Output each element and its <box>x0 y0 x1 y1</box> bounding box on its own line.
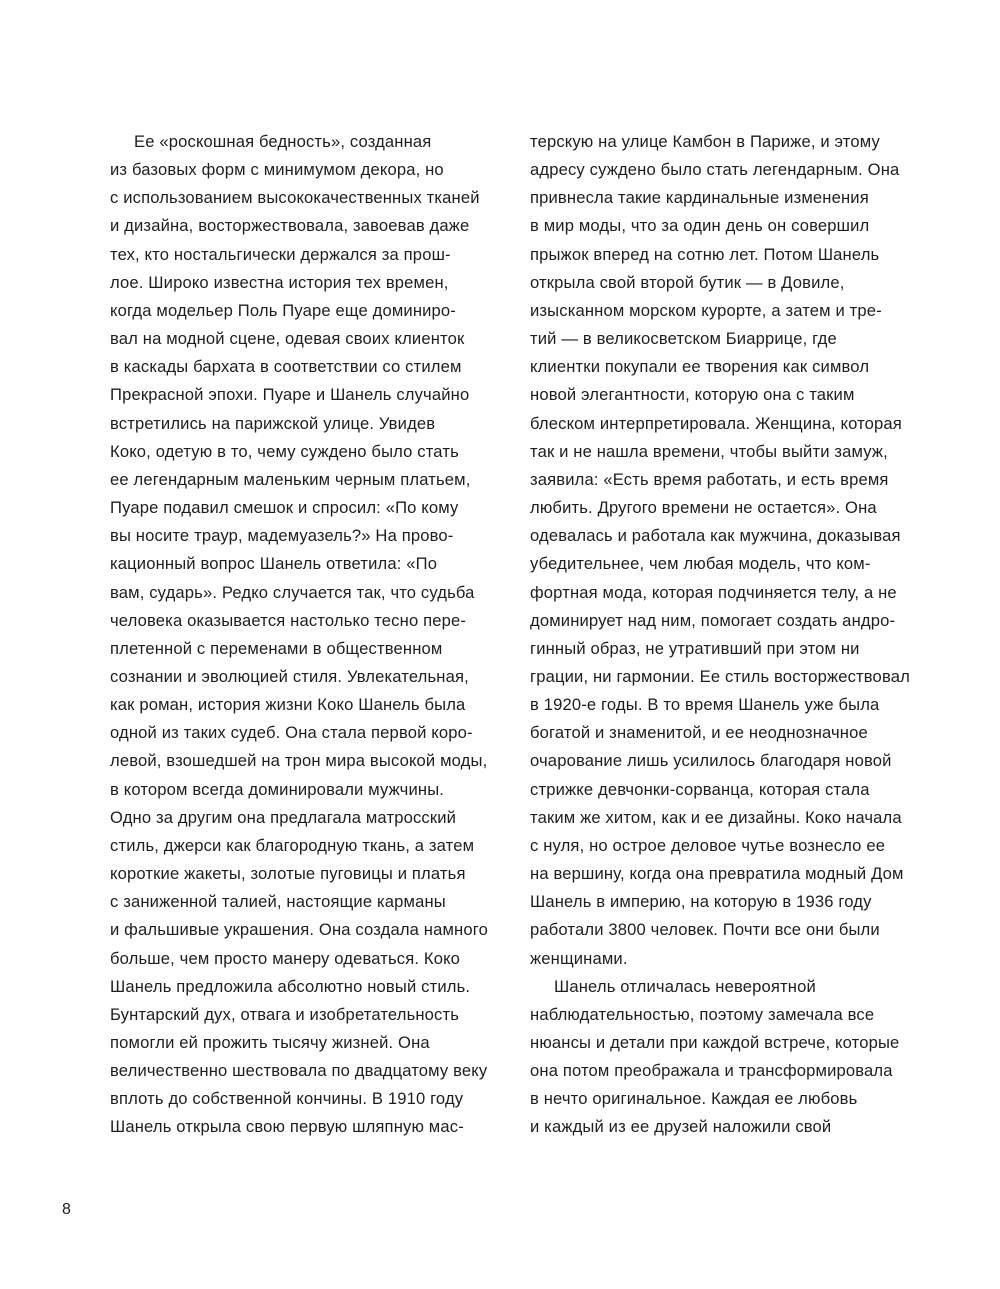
text-line: прыжок вперед на сотню лет. Потом Шанель <box>530 244 880 264</box>
text-line: терскую на улице Камбон в Париже, и этому <box>530 132 880 151</box>
text-line: она потом преображала и трансформировала <box>530 1061 893 1081</box>
text-line: одевалась и работала как мужчина, доказывая <box>530 526 901 546</box>
text-line: стрижке девчонки-сорванца, которая стала <box>530 779 870 799</box>
text-line: вам, сударь». Редко случается так, что судьба <box>110 582 475 602</box>
text-line: и фальшивые украшения. Она создала намного <box>110 920 488 940</box>
text-line: Ее «роскошная бедность», созданная <box>134 132 432 151</box>
text-line: Шанель в империю, на которую в 1936 году <box>530 892 872 912</box>
text-line: Шанель предложила абсолютно новый стиль. <box>110 976 471 996</box>
text-line: с использованием высококачественных тканей <box>110 188 480 208</box>
text-line: заявила: «Есть время работать, и есть время <box>530 469 889 489</box>
text-line: тий — в великосветском Биаррице, где <box>530 329 837 349</box>
text-line: Коко, одетую в то, чему суждено было стать <box>110 441 459 461</box>
text-line: с заниженной талией, настоящие карманы <box>110 892 446 912</box>
text-line: любить. Другого времени не остается». Она <box>530 498 877 518</box>
text-line: привнесла такие кардинальные изменения <box>530 188 869 208</box>
text-line: открыла свой второй бутик — в Довиле, <box>530 272 845 292</box>
text-line: и дизайна, восторжествовала, завоевав даже <box>110 216 470 236</box>
text-line: фортная мода, которая подчиняется телу, а не <box>530 582 897 602</box>
text-line: клиентки покупали ее творения как символ <box>530 357 870 377</box>
text-line: богатой и знаменитой, и ее неоднозначное <box>530 723 868 743</box>
text-line: очарование лишь усилилось благодаря новой <box>530 751 892 771</box>
text-line: гинный образ, не утративший при этом ни <box>530 638 860 658</box>
text-line: нюансы и детали при каждой встрече, которые <box>530 1033 900 1052</box>
text-line: плетенной с переменами в общественном <box>110 638 443 658</box>
text-line: Шанель открыла свою первую шляпную мас- <box>110 1117 464 1137</box>
text-line: в нечто оригинальное. Каждая ее любовь <box>530 1089 858 1109</box>
text-line: с нуля, но острое деловое чутье вознесло ее <box>530 835 886 855</box>
text-line: помогли ей прожить тысячу жизней. Она <box>110 1033 430 1052</box>
text-line: и каждый из ее друзей наложили свой <box>530 1117 832 1137</box>
text-line: наблюдательностью, поэтому замечала все <box>530 1004 875 1024</box>
text-line: убедительнее, чем любая модель, что ком- <box>530 554 871 574</box>
text-line: блеском интерпретировала. Женщина, которая <box>530 413 902 433</box>
text-line: кационный вопрос Шанель ответила: «По <box>110 554 438 574</box>
text-line: короткие жакеты, золотые пуговицы и платья <box>110 864 466 884</box>
text-line: в 1920-е годы. В то время Шанель уже была <box>530 695 880 715</box>
text-line: одной из таких судеб. Она стала первой коро- <box>110 723 473 743</box>
text-line: тех, кто ностальгически держался за прош- <box>110 244 451 264</box>
text-line: Прекрасной эпохи. Пуаре и Шанель случайно <box>110 385 470 405</box>
text-line: женщинами. <box>530 948 628 968</box>
text-line: работали 3800 человек. Почти все они были <box>530 920 880 940</box>
text-line: из базовых форм с минимумом декора, но <box>110 160 444 180</box>
left-text-column <box>110 128 488 1142</box>
text-line: Пуаре подавил смешок и спросил: «По кому <box>110 498 459 518</box>
right-text-column <box>530 128 910 1142</box>
text-line: стиль, джерси как благородную ткань, а затем <box>110 835 475 855</box>
text-line: вы носите траур, мадемуазель?» На прово- <box>110 526 454 546</box>
text-line: вал на модной сцене, одевая своих клиенток <box>110 329 465 349</box>
text-line: грации, ни гармонии. Ее стиль восторжествовал <box>530 666 910 686</box>
text-line: лое. Широко известна история тех времен, <box>110 272 449 292</box>
text-line: когда модельер Поль Пуаре еще доминиро- <box>110 300 456 320</box>
text-line: так и не нашла времени, чтобы выйти замуж, <box>530 441 888 461</box>
text-line: в каскады бархата в соответствии со стилем <box>110 357 462 377</box>
text-line: больше, чем просто манеру одеваться. Коко <box>110 948 461 968</box>
text-line: новой элегантности, которую она с таким <box>530 385 855 405</box>
text-line: в мир моды, что за один день он совершил <box>530 216 870 236</box>
text-line: ее легендарным маленьким черным платьем, <box>110 469 471 489</box>
text-line: встретились на парижской улице. Увидев <box>110 413 436 433</box>
text-line: адресу суждено было стать легендарным. Она <box>530 160 900 180</box>
text-line: на вершину, когда она превратила модный Дом <box>530 864 904 884</box>
text-line: Одно за другим она предлагала матросский <box>110 807 457 827</box>
text-line: человека оказывается настолько тесно пере- <box>110 610 467 630</box>
text-line: в котором всегда доминировали мужчины. <box>110 779 445 799</box>
text-line: Бунтарский дух, отвага и изобретательность <box>110 1004 460 1024</box>
text-line: вплоть до собственной кончины. В 1910 году <box>110 1089 464 1109</box>
text-line: таким же хитом, как и ее дизайны. Коко начала <box>530 807 902 827</box>
page-number: 8 <box>62 1201 71 1218</box>
text-line: величественно шествовала по двадцатому веку <box>110 1061 488 1081</box>
text-line: Шанель отличалась невероятной <box>554 976 816 996</box>
text-line: левой, взошедшей на трон мира высокой моды, <box>110 751 488 771</box>
text-line: как роман, история жизни Коко Шанель была <box>110 695 466 715</box>
text-line: доминирует над ним, помогает создать андро- <box>530 610 896 630</box>
text-line: сознании и эволюцией стиля. Увлекательная, <box>110 666 469 686</box>
text-line: изысканном морском курорте, а затем и тре- <box>530 300 882 320</box>
